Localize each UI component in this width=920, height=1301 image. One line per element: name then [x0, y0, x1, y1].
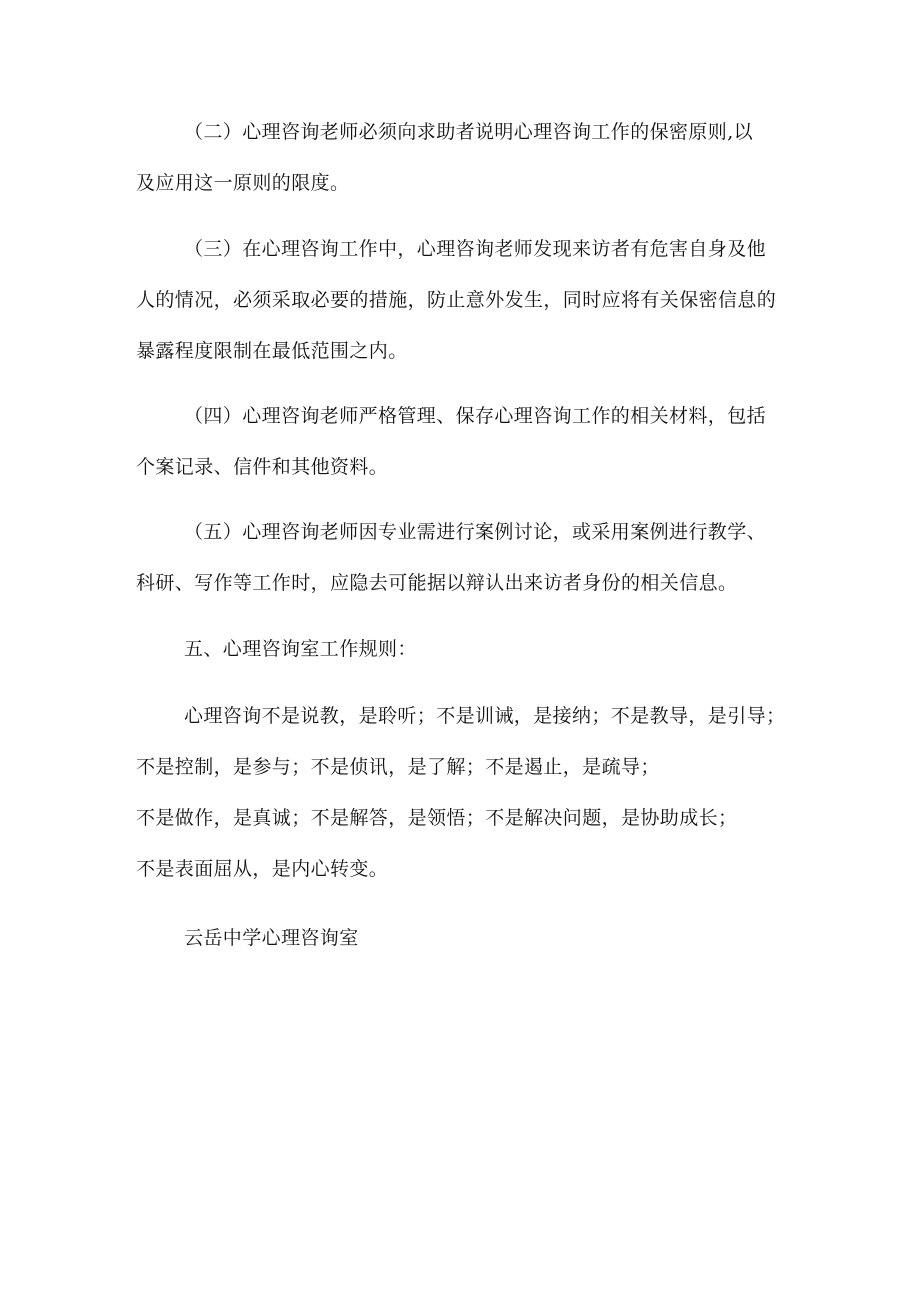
rules-line-4: 不是表面屈从，是内心转变。	[136, 858, 389, 880]
paragraph-5-line-1: （五）心理咨询老师因专业需进行案例讨论，或采用案例进行教学、	[184, 521, 767, 543]
paragraph-4-line-1: （四）心理咨询老师严格管理、保存心理咨询工作的相关材料，包括	[184, 405, 767, 427]
section-heading-rules: 五、心理咨询室工作规则：	[184, 638, 417, 660]
paragraph-5-line-2: 科研、写作等工作时，应隐去可能据以辩认出来访者身份的相关信息。	[136, 572, 738, 594]
rules-line-3: 不是做作，是真诚；不是解答，是领悟；不是解决问题，是协助成长；	[136, 807, 738, 829]
paragraph-4-line-2: 个案记录、信件和其他资料。	[136, 456, 389, 478]
paragraph-2-line-2: 及应用这一原则的限度。	[136, 172, 350, 194]
paragraph-2-line-1: （二）心理咨询老师必须向求助者说明心理咨询工作的保密原则,以	[184, 121, 754, 143]
rules-line-2: 不是控制，是参与；不是侦讯，是了解；不是遏止，是疏导；	[136, 756, 660, 778]
paragraph-3-line-3: 暴露程度限制在最低范围之内。	[136, 340, 408, 362]
rules-line-1: 心理咨询不是说教，是聆听；不是训诫，是接纳；不是教导，是引导；	[184, 705, 786, 727]
paragraph-3-line-2: 人的情况，必须采取必要的措施，防止意外发生，同时应将有关保密信息的	[136, 289, 777, 311]
paragraph-3-line-1: （三）在心理咨询工作中，心理咨询老师发现来访者有危害自身及他	[184, 238, 767, 260]
signature-org: 云岳中学心理咨询室	[184, 927, 359, 949]
